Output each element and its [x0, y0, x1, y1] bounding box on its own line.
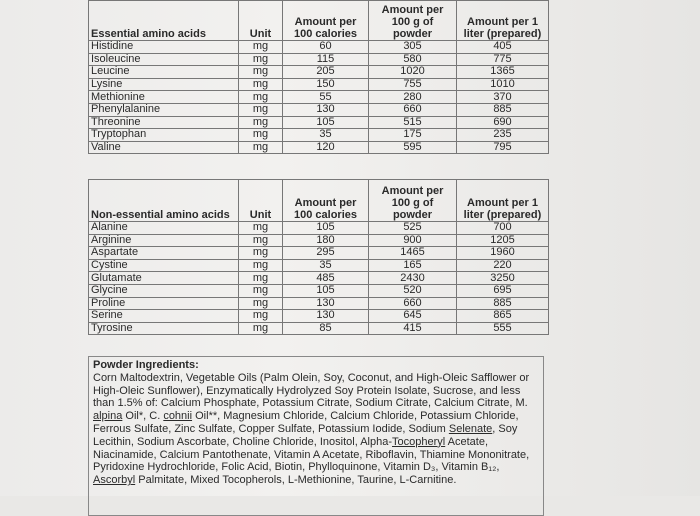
ingredients-text-part: Palmitate, Mixed Tocopherols, L-Methionine, Taurine, L-Carnitine. [135, 474, 457, 487]
per-100g-powder-cell: 165 [369, 259, 457, 272]
per-1-liter-cell: 1960 [457, 247, 549, 260]
per-100-calories-cell: 205 [283, 66, 369, 79]
per-100-calories-cell: 130 [283, 310, 369, 323]
amino-acid-name: Phenylalanine [89, 103, 239, 116]
amino-acid-name: Leucine [89, 66, 239, 79]
ingredients-text-part: Oil*, C. [122, 410, 164, 423]
table-row [89, 297, 549, 310]
per-100g-powder-cell: 755 [369, 78, 457, 91]
per-100g-powder-cell: 525 [369, 222, 457, 235]
per-1-liter-cell: 220 [457, 259, 549, 272]
per-100-calories-cell: 485 [283, 272, 369, 285]
table-row [89, 310, 549, 323]
per-100g-powder-cell: 660 [369, 103, 457, 116]
unit-cell: mg [239, 53, 283, 66]
per-100-calories-cell: 60 [283, 41, 369, 54]
unit-cell: mg [239, 91, 283, 104]
header-per-100-calories: Amount per 100 calories [283, 180, 369, 222]
table-row [89, 129, 549, 142]
header-unit: Unit [239, 180, 283, 222]
per-100g-powder-cell: 645 [369, 310, 457, 323]
per-100g-powder-cell: 515 [369, 116, 457, 129]
table-row [89, 41, 549, 54]
table-row [89, 53, 549, 66]
ingredients-term-cohnii: cohnii [163, 410, 193, 423]
amino-acid-name: Tryptophan [89, 129, 239, 142]
ingredients-text-part: Oil**, Magnesium Chloride, Calcium Chloride, Potassium Chloride, Ferrous Sulfate, Zinc Sulfate, Copper Sulfate, Potassium Iodide, Sodium [93, 410, 519, 435]
ingredients-text-part: , Soy Lecithin, Sodium Ascorbate, Choline Chloride, Inositol, Alpha- [93, 422, 518, 448]
header-per-1-liter: Amount per 1 liter (prepared) [457, 1, 549, 41]
per-100-calories-cell: 120 [283, 141, 369, 154]
per-1-liter-cell: 885 [457, 103, 549, 116]
table-row [89, 141, 549, 154]
per-1-liter-cell: 885 [457, 297, 549, 310]
amino-acid-name: Glutamate [89, 272, 239, 285]
per-1-liter-cell: 555 [457, 322, 549, 335]
per-1-liter-cell: 405 [457, 41, 549, 54]
ingredients-term-tocopheryl: Tocopheryl [392, 435, 446, 448]
per-100g-powder-cell: 415 [369, 322, 457, 335]
per-1-liter-cell: 1365 [457, 66, 549, 79]
per-100g-powder-cell: 580 [369, 53, 457, 66]
per-1-liter-cell: 865 [457, 310, 549, 323]
unit-cell: mg [239, 234, 283, 247]
unit-cell: mg [239, 284, 283, 297]
powder-ingredients-box [88, 356, 544, 516]
amino-acid-name: Methionine [89, 91, 239, 104]
non-essential-amino-acids-table [88, 179, 549, 335]
per-100g-powder-cell: 1020 [369, 66, 457, 79]
table-row [89, 234, 549, 247]
header-essential-amino-acids: Essential amino acids [89, 1, 239, 41]
per-100-calories-cell: 115 [283, 53, 369, 66]
table-row [89, 91, 549, 104]
amino-acid-name: Valine [89, 141, 239, 154]
ingredients-term-alpina: alpina [93, 410, 123, 423]
per-100g-powder-cell: 595 [369, 141, 457, 154]
unit-cell: mg [239, 222, 283, 235]
unit-cell: mg [239, 247, 283, 260]
per-1-liter-cell: 1010 [457, 78, 549, 91]
header-per-100g-powder: Amount per 100 g of powder [369, 180, 457, 222]
header-per-100g-powder: Amount per 100 g of powder [369, 1, 457, 41]
table-row [89, 103, 549, 116]
unit-cell: mg [239, 78, 283, 91]
amino-acid-name: Glycine [89, 284, 239, 297]
ingredients-term-selenate: Selenate [448, 422, 493, 435]
per-100-calories-cell: 85 [283, 322, 369, 335]
per-100g-powder-cell: 280 [369, 91, 457, 104]
amino-acid-name: Serine [89, 310, 239, 323]
per-100g-powder-cell: 520 [369, 284, 457, 297]
unit-cell: mg [239, 141, 283, 154]
per-1-liter-cell: 235 [457, 129, 549, 142]
per-1-liter-cell: 775 [457, 53, 549, 66]
unit-cell: mg [239, 310, 283, 323]
header-per-1-liter: Amount per 1 liter (prepared) [457, 180, 549, 222]
per-100-calories-cell: 105 [283, 284, 369, 297]
amino-acid-name: Threonine [89, 116, 239, 129]
amino-acid-name: Arginine [89, 234, 239, 247]
per-1-liter-cell: 370 [457, 91, 549, 104]
essential-table-body [89, 41, 549, 154]
amino-acid-name: Isoleucine [89, 53, 239, 66]
per-100g-powder-cell: 660 [369, 297, 457, 310]
table-row [89, 284, 549, 297]
unit-cell: mg [239, 322, 283, 335]
per-100g-powder-cell: 175 [369, 129, 457, 142]
amino-acid-name: Cystine [89, 259, 239, 272]
header-unit: Unit [239, 1, 283, 41]
table-row [89, 222, 549, 235]
per-100-calories-cell: 35 [283, 259, 369, 272]
per-100-calories-cell: 180 [283, 234, 369, 247]
per-100-calories-cell: 130 [283, 297, 369, 310]
per-100g-powder-cell: 2430 [369, 272, 457, 285]
header-per-100-calories: Amount per 100 calories [283, 1, 369, 41]
per-100-calories-cell: 105 [283, 116, 369, 129]
per-100-calories-cell: 150 [283, 78, 369, 91]
header-non-essential-amino-acids: Non-essential amino acids [89, 180, 239, 222]
per-100g-powder-cell: 1465 [369, 247, 457, 260]
ingredients-title: Powder Ingredients: [93, 359, 199, 371]
per-100-calories-cell: 55 [283, 91, 369, 104]
unit-cell: mg [239, 66, 283, 79]
per-1-liter-cell: 3250 [457, 272, 549, 285]
amino-acid-name: Histidine [89, 41, 239, 54]
essential-amino-acids-table [88, 0, 549, 154]
per-100-calories-cell: 130 [283, 103, 369, 116]
per-100-calories-cell: 35 [283, 129, 369, 142]
per-100g-powder-cell: 900 [369, 234, 457, 247]
amino-acid-name: Tyrosine [89, 322, 239, 335]
ingredients-text-part: Corn Maltodextrin, Vegetable Oils (Palm Olein, Soy, Coconut, and High-Oleic Safflower or High-Oleic Sunflower), Enzymatically Hydrolyzed Soy Protein Isolate, Sucrose, and less than 1.5% of: Calcium Phosphate, Potassium Citrate, Sodium Citrate, Calcium Citrate, M. [93, 371, 530, 410]
per-100-calories-cell: 105 [283, 222, 369, 235]
unit-cell: mg [239, 272, 283, 285]
table-row [89, 78, 549, 91]
per-100g-powder-cell: 305 [369, 41, 457, 54]
per-1-liter-cell: 1205 [457, 234, 549, 247]
per-1-liter-cell: 690 [457, 116, 549, 129]
amino-acid-name: Lysine [89, 78, 239, 91]
unit-cell: mg [239, 41, 283, 54]
per-100-calories-cell: 295 [283, 247, 369, 260]
per-1-liter-cell: 795 [457, 141, 549, 154]
ingredients-term-ascorbyl: Ascorbyl [93, 474, 136, 487]
table-row [89, 259, 549, 272]
amino-acid-name: Alanine [89, 222, 239, 235]
unit-cell: mg [239, 116, 283, 129]
per-1-liter-cell: 700 [457, 222, 549, 235]
amino-acid-name: Proline [89, 297, 239, 310]
unit-cell: mg [239, 103, 283, 116]
unit-cell: mg [239, 259, 283, 272]
non-essential-table-body [89, 222, 549, 335]
table-row [89, 66, 549, 79]
table-row [89, 116, 549, 129]
per-1-liter-cell: 695 [457, 284, 549, 297]
table-row [89, 322, 549, 335]
unit-cell: mg [239, 129, 283, 142]
ingredients-text-part: Acetate, Niacinamide, Calcium Pantothenate, Vitamin A Acetate, Riboflavin, Thiamine Mononitrate, Pyridoxine Hydrochloride, Folic Acid, Biotin, Phylloquinone, Vitamin D₃, Vitamin B₁₂, [93, 435, 530, 474]
unit-cell: mg [239, 297, 283, 310]
table-row [89, 247, 549, 260]
amino-acid-name: Aspartate [89, 247, 239, 260]
table-row [89, 272, 549, 285]
